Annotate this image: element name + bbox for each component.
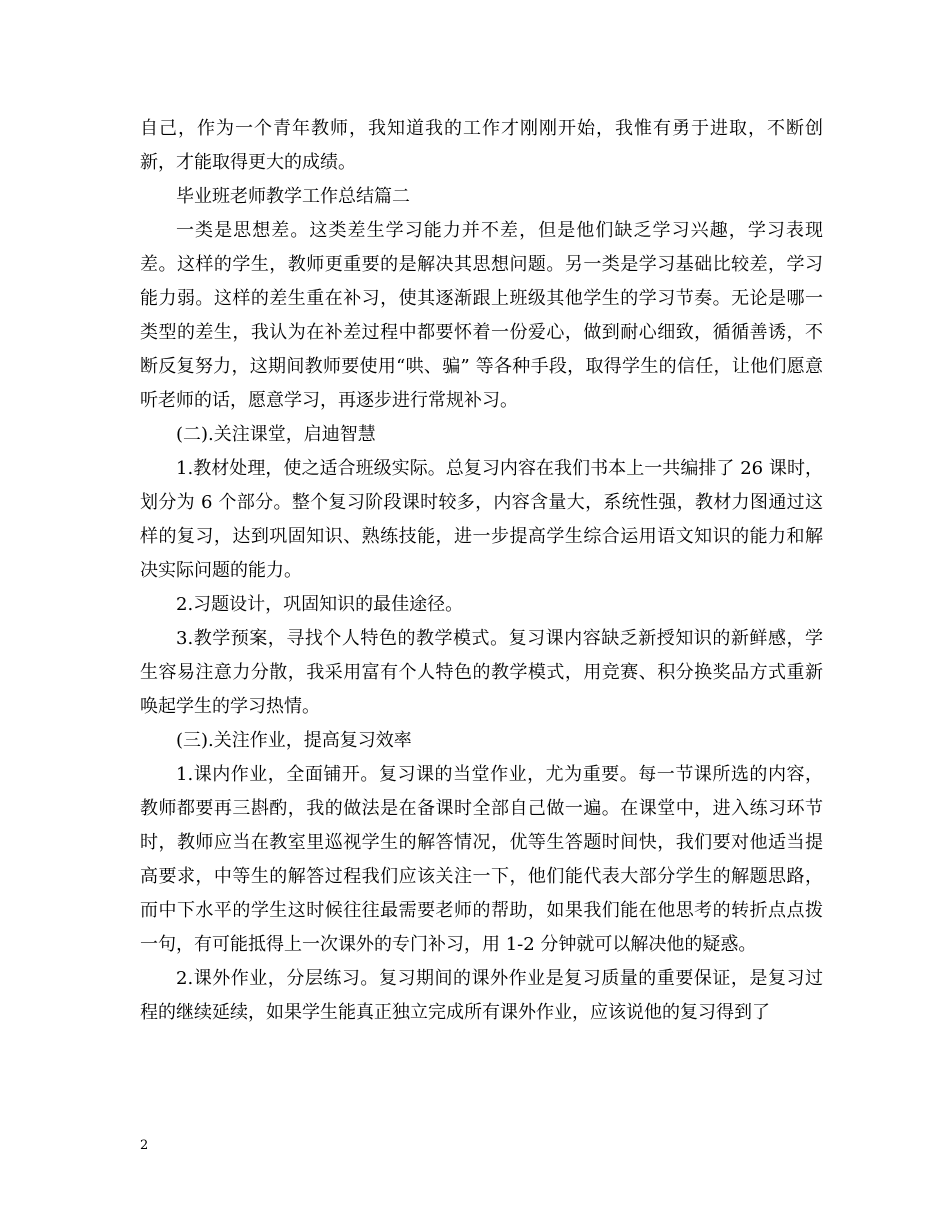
paragraph-1: 自己，作为一个青年教师，我知道我的工作才刚刚开始，我惟有勇于进取，不断创新，才能取得更大的成绩。 [140,118,823,173]
document-body [140,112,823,1030]
paragraph-9: 1.课内作业，全面铺开。复习课的当堂作业，尤为重要。每一节课所选的内容，教师都要再三斟酌，我的做法是在备课时全部自己做一遍。在课堂中，进入练习环节时，教师应当在教室里巡视学生的解答情况，优等生答题时间快，我们要对他适当提高要求，中等生的解答过程我们应该关注一下，他们能代表大部分学生的解题思路，而中下水平的学生这时候往往最需要老师的帮助，如果我们能在他思考的转折点点拨一句，有可能抵得上一次课外的专门补习，用 1-2 分钟就可以解决他的疑惑。 [140,764,823,955]
page-number: 2 [140,1138,149,1153]
paragraph-7: 3.教学预案，寻找个人特色的教学模式。复习课内容缺乏新授知识的新鲜感，学生容易注意力分散，我采用富有个人特色的教学模式，用竞赛、积分换奖品方式重新唤起学生的学习热情。 [140,628,823,717]
subheading-3: (三).关注作业，提高复习效率 [176,730,412,751]
paragraph-5: 1.教材处理，使之适合班级实际。总复习内容在我们书本上一共编排了 26 课时，划分为 6 个部分。整个复习阶段课时较多，内容含量大，系统性强，教材力图通过这样的复习，达到巩固知识、熟练技能，进一步提高学生综合运用语文知识的能力和解决实际问题的能力。 [140,458,823,581]
paragraph-10: 2.课外作业，分层练习。复习期间的课外作业是复习质量的重要保证，是复习过程的继续延续，如果学生能真正独立完成所有课外作业，应该说他的复习得到了 [140,968,823,1023]
paragraph-3: 一类是思想差。这类差生学习能力并不差，但是他们缺乏学习兴趣，学习表现差。这样的学生，教师更重要的是解决其思想问题。另一类是学习基础比较差，学习能力弱。这样的差生重在补习，使其逐渐跟上班级其他学生的学习节奏。无论是哪一类型的差生，我认为在补差过程中都要怀着一份爱心，做到耐心细致，循循善诱，不断反复努力，这期间教师要使用“哄、骗” 等各种手段，取得学生的信任，让他们愿意听老师的话，愿意学习，再逐步进行常规补习。 [140,220,823,411]
section-heading: 毕业班老师教学工作总结篇二 [176,186,410,207]
paragraph-6: 2.习题设计，巩固知识的最佳途径。 [176,594,464,615]
subheading-2: (二).关注课堂，启迪智慧 [176,424,376,445]
